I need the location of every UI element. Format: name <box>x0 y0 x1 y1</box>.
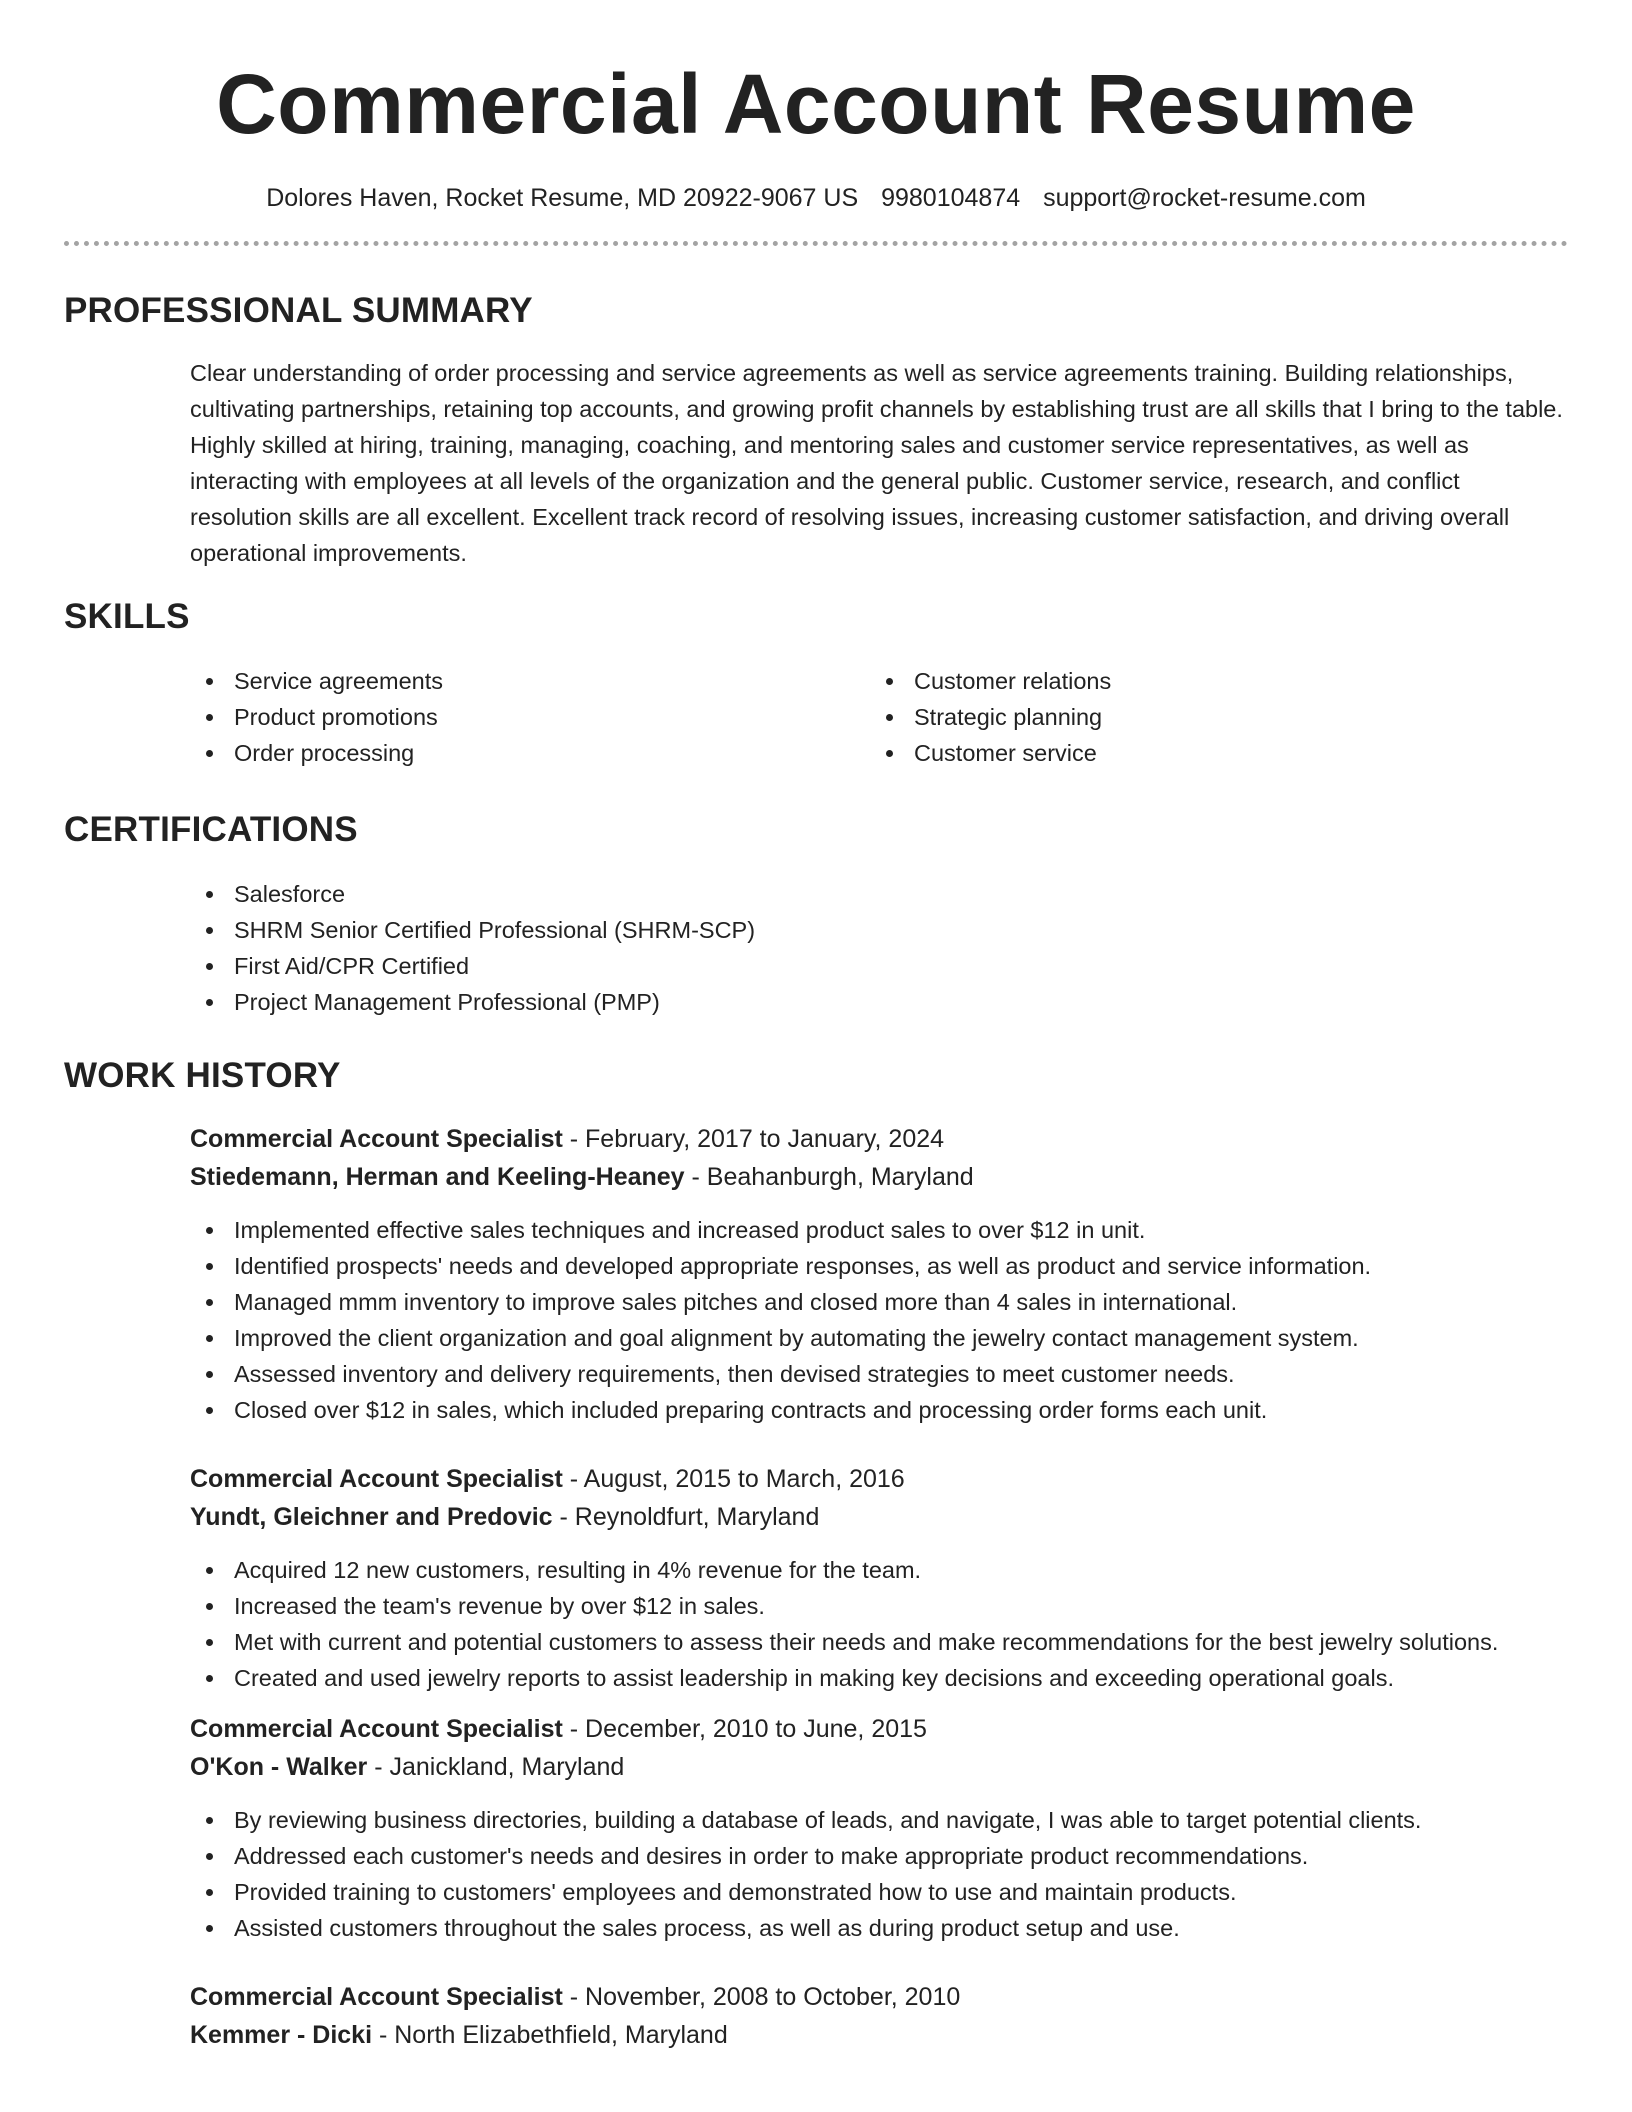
skill-item: Product promotions <box>190 699 870 735</box>
contact-address: Dolores Haven, Rocket Resume, MD 20922-9067 US <box>266 184 859 212</box>
skill-item: Customer relations <box>870 663 1550 699</box>
job-bullet: Addressed each customer's needs and desires in order to make appropriate product recommendations. <box>190 1838 1568 1874</box>
job-location: - Reynoldfurt, Maryland <box>552 1503 820 1531</box>
job-entry <box>190 1710 1568 1946</box>
job-company: O'Kon - Walker <box>190 1753 368 1781</box>
job-title-line <box>190 1460 1568 1498</box>
job-title: Commercial Account Specialist <box>190 1715 563 1743</box>
certification-item: SHRM Senior Certified Professional (SHRM-SCP) <box>190 912 1568 948</box>
job-bullet: Identified prospects' needs and developed appropriate responses, as well as product and service information. <box>190 1248 1568 1284</box>
job-bullets <box>190 1212 1568 1428</box>
job-bullet: Implemented effective sales techniques and increased product sales to over $12 in unit. <box>190 1212 1568 1248</box>
work-history-heading: WORK HISTORY <box>64 1056 341 1095</box>
job-bullet: Closed over $12 in sales, which included preparing contracts and processing order forms each unit. <box>190 1392 1568 1428</box>
skill-item: Strategic planning <box>870 699 1550 735</box>
job-bullet: Increased the team's revenue by over $12 in sales. <box>190 1588 1568 1624</box>
skill-item: Customer service <box>870 735 1550 771</box>
certifications-section <box>64 808 1568 1020</box>
summary-heading: PROFESSIONAL SUMMARY <box>64 291 533 330</box>
skills-grid <box>190 663 1568 771</box>
certification-item: First Aid/CPR Certified <box>190 948 1568 984</box>
contact-line <box>64 182 1568 214</box>
job-entry <box>190 1978 1568 2054</box>
job-entry <box>190 1120 1568 1428</box>
job-dates: - November, 2008 to October, 2010 <box>562 1983 961 2011</box>
job-location: - Janickland, Maryland <box>367 1753 625 1781</box>
job-bullet: Improved the client organization and goal alignment by automating the jewelry contact management system. <box>190 1320 1568 1356</box>
job-company-line <box>190 2016 1568 2054</box>
skills-list-left <box>190 663 870 771</box>
job-company-line <box>190 1158 1568 1196</box>
job-bullet: Acquired 12 new customers, resulting in 4% revenue for the team. <box>190 1552 1568 1588</box>
skills-list-right <box>870 663 1550 771</box>
skill-item: Service agreements <box>190 663 870 699</box>
job-company: Yundt, Gleichner and Predovic <box>190 1503 553 1531</box>
job-bullet: Met with current and potential customers to assess their needs and make recommendations for the best jewelry solutions. <box>190 1624 1568 1660</box>
job-location: - Beahanburgh, Maryland <box>684 1163 974 1191</box>
job-bullet: Assessed inventory and delivery requirements, then devised strategies to meet customer needs. <box>190 1356 1568 1392</box>
job-bullet: By reviewing business directories, building a database of leads, and navigate, I was able to target potential clients. <box>190 1802 1568 1838</box>
job-bullets <box>190 1552 1568 1696</box>
contact-email: support@rocket-resume.com <box>1043 184 1366 212</box>
job-dates: - December, 2010 to June, 2015 <box>562 1715 927 1743</box>
job-bullet: Provided training to customers' employees and demonstrated how to use and maintain products. <box>190 1874 1568 1910</box>
job-title: Commercial Account Specialist <box>190 1125 563 1153</box>
certification-item: Salesforce <box>190 876 1568 912</box>
skill-item: Order processing <box>190 735 870 771</box>
job-bullets <box>190 1802 1568 1946</box>
contact-phone: 9980104874 <box>881 184 1021 212</box>
summary-text: Clear understanding of order processing and service agreements as well as service agreements training. Building relationships, cultivating partnerships, retaining top accounts, and growing profit channels by establishing trust are all skills that I bring to the table. Highly skilled at hiring, training, managing, coaching, and mentoring sales and customer service representatives, as well as interacting with employees at all levels of the organization and the general public. Customer service, research, and conflict resolution skills are all excellent. Excellent track record of resolving issues, increasing customer satisfaction, and driving overall operational improvements. <box>190 360 1563 566</box>
job-bullet: Managed mmm inventory to improve sales pitches and closed more than 4 sales in international. <box>190 1284 1568 1320</box>
job-location: - North Elizabethfield, Maryland <box>372 2021 728 2049</box>
job-bullet: Assisted customers throughout the sales process, as well as during product setup and use. <box>190 1910 1568 1946</box>
job-dates: - August, 2015 to March, 2016 <box>562 1465 905 1493</box>
job-bullet: Created and used jewelry reports to assist leadership in making key decisions and exceeding operational goals. <box>190 1660 1568 1696</box>
summary-section <box>64 289 1568 571</box>
job-dates: - February, 2017 to January, 2024 <box>562 1125 945 1153</box>
certification-item: Project Management Professional (PMP) <box>190 984 1568 1020</box>
work-history-section <box>64 1054 1568 2054</box>
job-title: Commercial Account Specialist <box>190 1465 563 1493</box>
header-divider <box>64 241 1568 246</box>
job-title-line <box>190 1120 1568 1158</box>
certifications-heading: CERTIFICATIONS <box>64 810 358 849</box>
job-entry <box>190 1460 1568 1696</box>
skills-section <box>64 595 1568 771</box>
certifications-list <box>190 876 1568 1020</box>
job-company-line <box>190 1748 1568 1786</box>
job-title-line <box>190 1710 1568 1748</box>
skills-heading: SKILLS <box>64 597 190 636</box>
job-title-line <box>190 1978 1568 2016</box>
resume-title: Commercial Account Resume <box>216 57 1416 151</box>
job-title: Commercial Account Specialist <box>190 1983 563 2011</box>
job-company: Kemmer - Dicki <box>190 2021 373 2049</box>
job-company: Stiedemann, Herman and Keeling-Heaney <box>190 1163 685 1191</box>
job-company-line <box>190 1498 1568 1536</box>
